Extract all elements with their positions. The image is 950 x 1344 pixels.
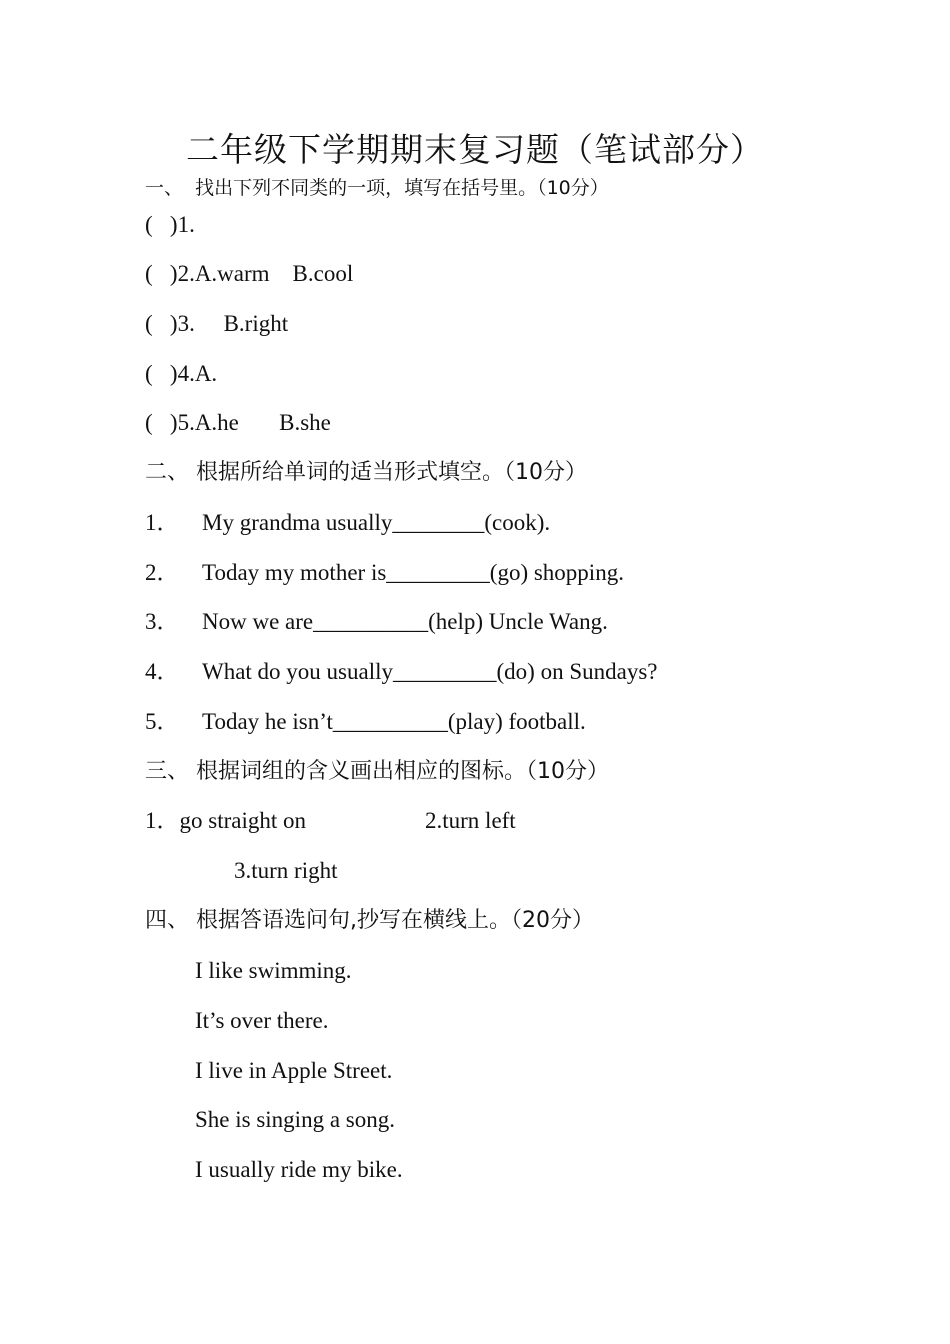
s2-item-3-number: 3． xyxy=(145,609,180,634)
s1-item-4: ( )4.A. xyxy=(145,361,218,386)
section-4-heading: 四、 根据答语选问句,抄写在横线上。（20分） xyxy=(145,908,594,933)
s3-item-2: 2.turn left xyxy=(425,808,516,833)
s2-item-4-number: 4． xyxy=(145,659,180,684)
s4-answer-3: I live in Apple Street. xyxy=(195,1058,393,1083)
s2-item-4 xyxy=(145,657,657,687)
section-2-heading: 二、 根据所给单词的适当形式填空。（10分） xyxy=(145,460,587,485)
s2-item-3 xyxy=(145,607,608,637)
s1-item-1: ( )1. xyxy=(145,212,195,237)
s2-item-2 xyxy=(145,558,624,588)
s2-item-1-text: My grandma usually________(cook). xyxy=(202,510,551,535)
s1-item-3: ( )3. B.right xyxy=(145,311,289,336)
s3-item-3: 3.turn right xyxy=(234,858,338,883)
s2-item-2-number: 2． xyxy=(145,560,180,585)
s2-item-5 xyxy=(145,707,586,737)
s3-item-1: 1．go straight on xyxy=(145,808,306,833)
section-3-heading: 三、 根据词组的含义画出相应的图标。（10分） xyxy=(145,759,609,784)
s1-item-5: ( )5.A.he B.she xyxy=(145,410,331,435)
section-1-heading: 一、 找出下列不同类的一项，填写在括号里。（10分） xyxy=(145,177,609,199)
s2-item-4-text: What do you usually_________(do) on Sundays? xyxy=(202,659,658,684)
s4-answer-4: She is singing a song. xyxy=(195,1107,395,1132)
page-title: 二年级下学期期末复习题（笔试部分） xyxy=(186,130,764,169)
s1-item-2: ( )2.A.warm B.cool xyxy=(145,261,354,286)
s2-item-2-text: Today my mother is_________(go) shopping. xyxy=(202,560,624,585)
s4-answer-1: I like swimming. xyxy=(195,958,352,983)
s2-item-3-text: Now we are__________(help) Uncle Wang. xyxy=(202,609,608,634)
s2-item-5-number: 5． xyxy=(145,709,180,734)
s2-item-1-number: 1． xyxy=(145,510,180,535)
s4-answer-5: I usually ride my bike. xyxy=(195,1157,403,1182)
s2-item-5-text: Today he isn’t__________(play) football. xyxy=(202,709,586,734)
s2-item-1 xyxy=(145,508,550,538)
s4-answer-2: It’s over there. xyxy=(195,1008,329,1033)
